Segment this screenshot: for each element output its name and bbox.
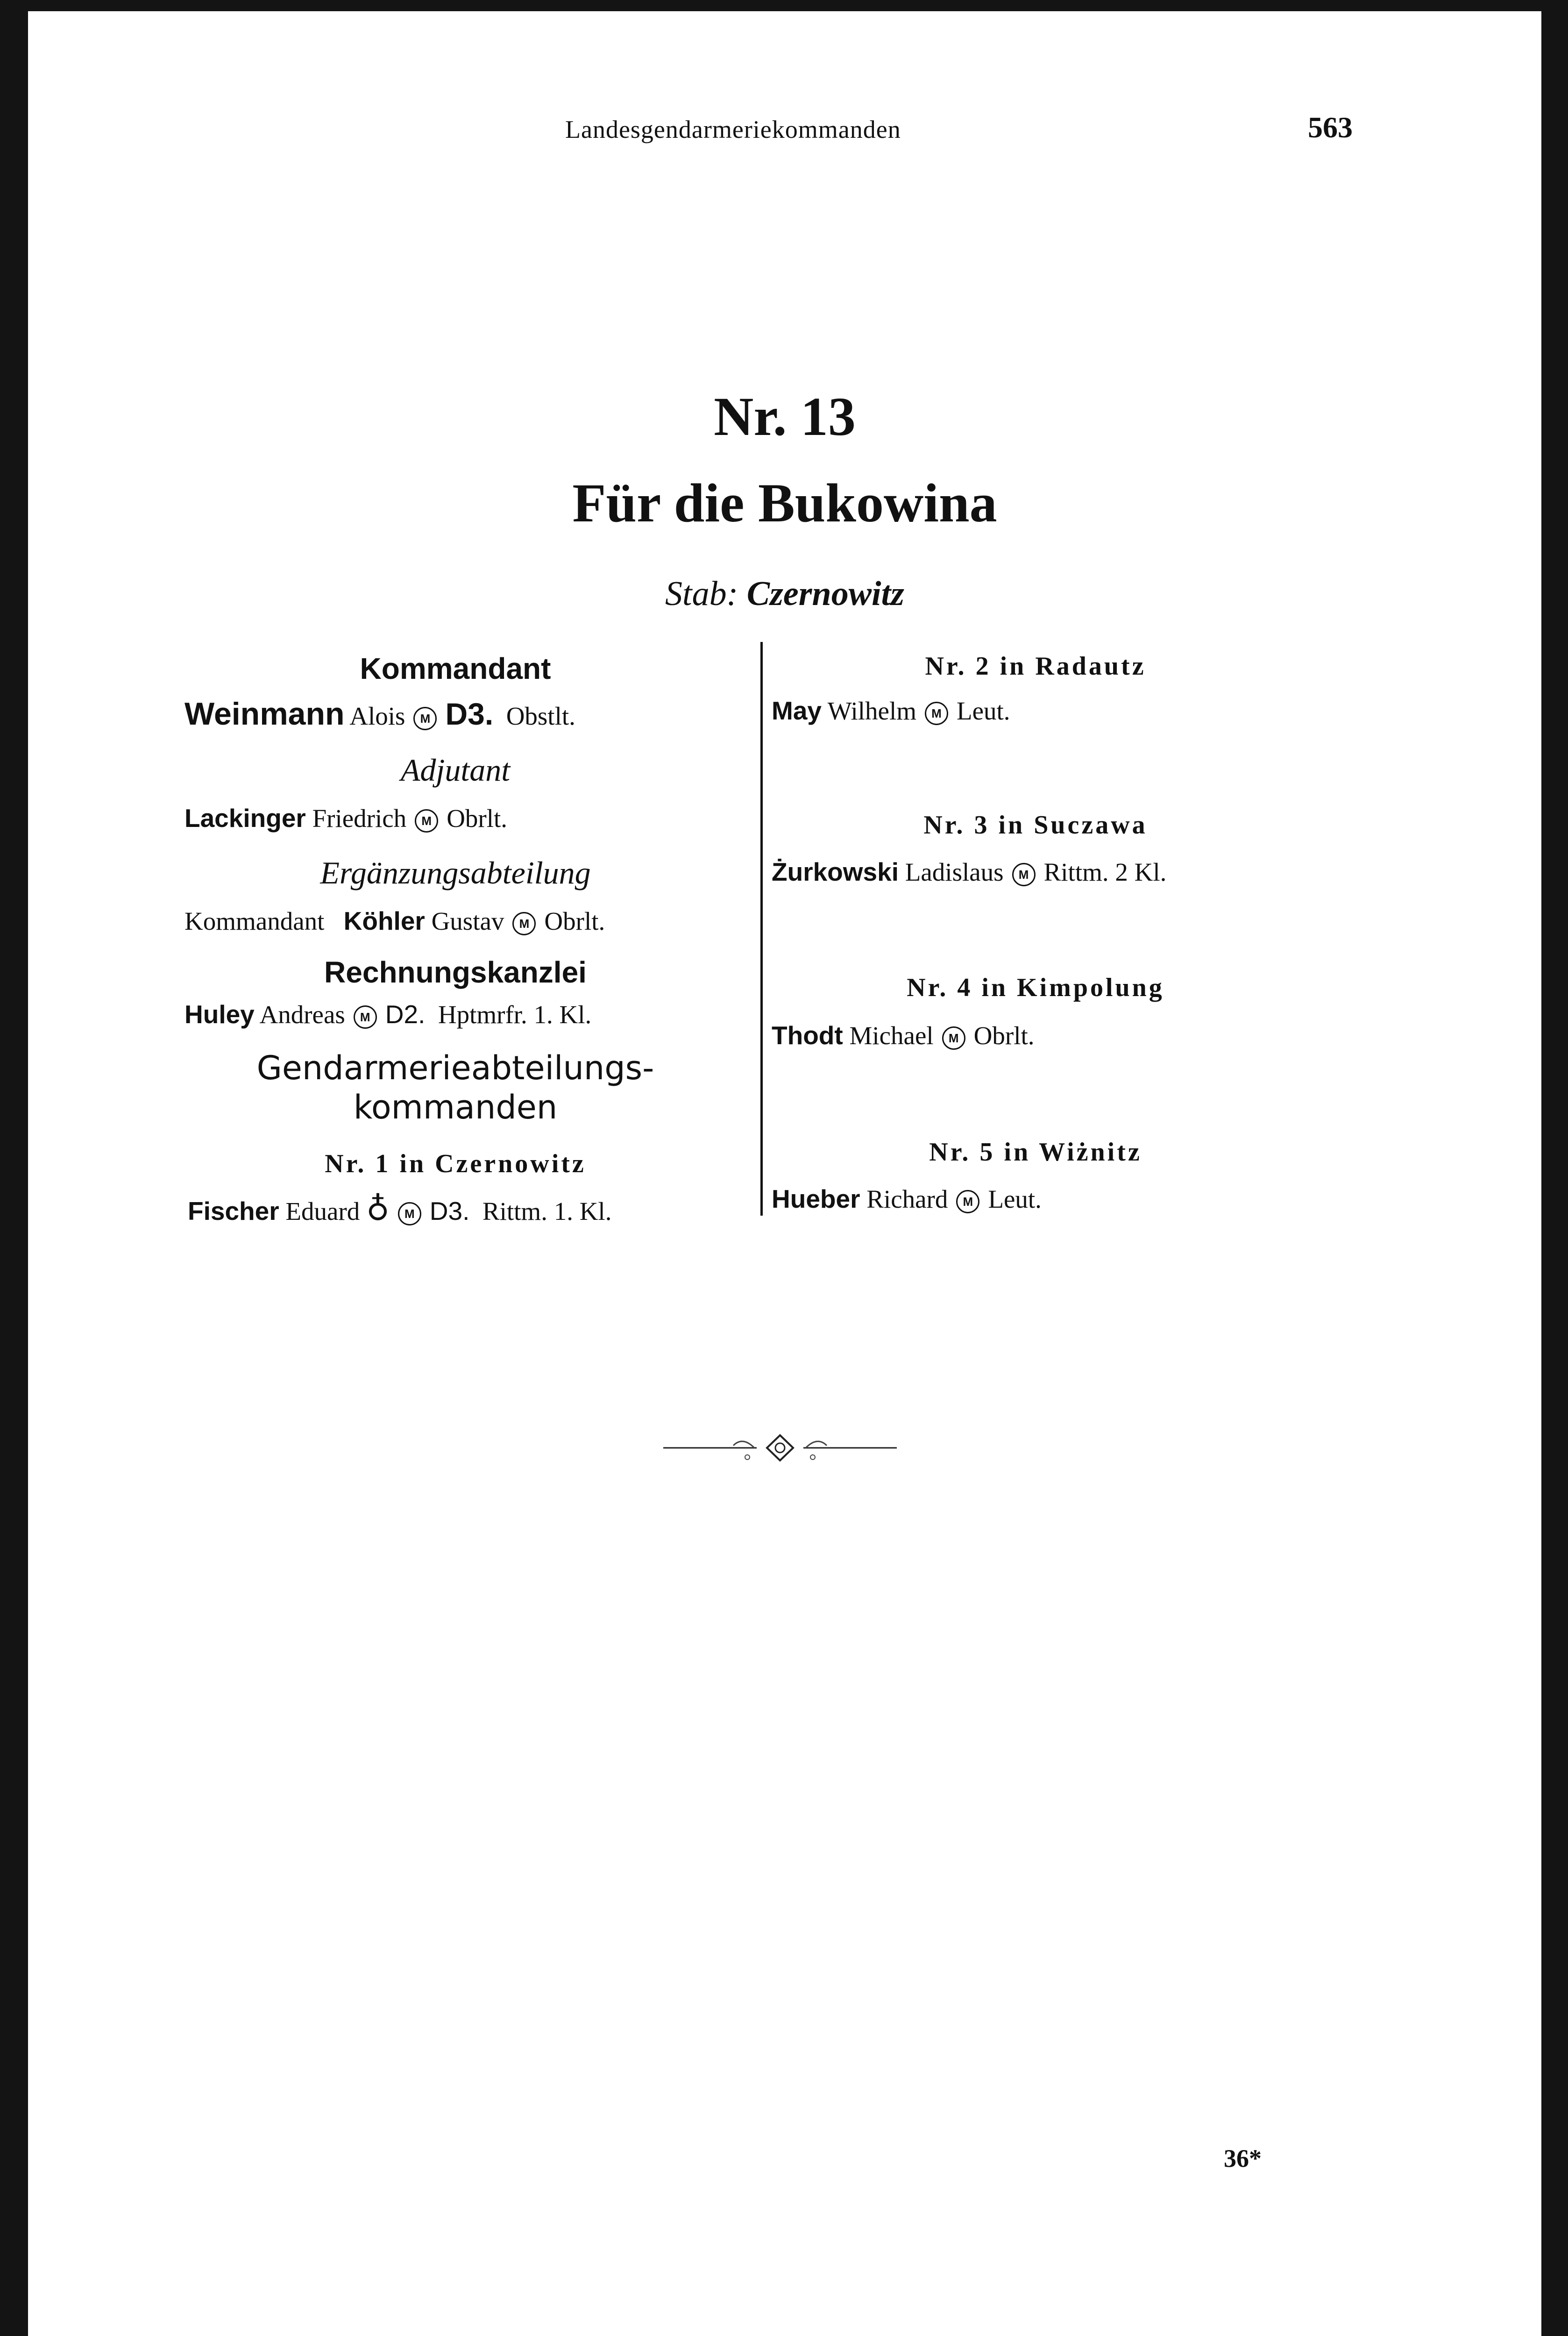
ornament-divider-icon [663, 1432, 897, 1464]
given-name: Friedrich [312, 804, 407, 833]
m-circle-icon: M [413, 707, 437, 730]
rank: Hptmrfr. 1. Kl. [438, 1000, 592, 1029]
m-circle-icon: M [415, 809, 438, 833]
role: Kommandant [184, 907, 325, 935]
adjutant-heading: Adjutant [400, 752, 511, 788]
nr5-entry [772, 1184, 1299, 1214]
kommandant-entry [184, 696, 806, 732]
nr3-heading: Nr. 3 in Suczawa [923, 811, 1148, 840]
rank: Obstlt. [506, 702, 575, 730]
decoration: D2. [385, 1000, 426, 1029]
rank: Obrlt. [447, 804, 508, 833]
stab-city: Czernowitz [746, 575, 904, 613]
given-name: Alois [349, 702, 405, 730]
surname: Fischer [188, 1196, 279, 1225]
kommandant-heading: Kommandant [360, 652, 551, 685]
m-circle-icon: M [398, 1202, 421, 1225]
surname: Żurkowski [772, 857, 899, 886]
nr2-entry [772, 696, 1299, 726]
signature-mark: 36* [1224, 2144, 1262, 2172]
nr5-heading: Nr. 5 in Wiżnitz [929, 1138, 1142, 1167]
given-name: Ladislaus [905, 858, 1004, 886]
page-number: 563 [1308, 111, 1353, 144]
decoration: D3. [445, 697, 494, 731]
rank: Obrlt. [544, 907, 605, 935]
surname: Köhler [343, 906, 425, 935]
nr1-entry [188, 1191, 809, 1228]
rank: Leut. [988, 1185, 1042, 1213]
rank: Leut. [957, 697, 1010, 725]
rank: Rittm. 1. Kl. [482, 1197, 612, 1225]
adjutant-entry [184, 803, 806, 833]
abteilungen-heading-line1: Gendarmerieabteilungs- [256, 1049, 654, 1087]
m-circle-icon: M [354, 1005, 377, 1029]
document-page [28, 11, 1541, 2336]
stab-label: Stab: [665, 575, 738, 613]
m-circle-icon: M [956, 1190, 979, 1213]
surname: Huley [184, 1000, 255, 1029]
given-name: Andreas [259, 1000, 345, 1029]
surname: Lackinger [184, 804, 306, 833]
nr4-entry [772, 1020, 1299, 1050]
nr2-heading: Nr. 2 in Radautz [925, 652, 1146, 681]
given-name: Eduard [285, 1197, 360, 1225]
rank: Rittm. 2 Kl. [1043, 858, 1167, 886]
surname: Thodt [772, 1021, 843, 1050]
surname: Hueber [772, 1184, 860, 1213]
m-circle-icon: M [925, 702, 948, 725]
decoration: D3. [429, 1196, 470, 1225]
running-title: Landesgendarmeriekommanden [565, 115, 901, 143]
rank: Obrlt. [973, 1021, 1035, 1050]
given-name: Michael [849, 1021, 934, 1050]
given-name: Gustav [431, 907, 504, 935]
ergaenzung-entry [184, 906, 806, 936]
given-name: Wilhelm [827, 697, 917, 725]
nr3-entry [772, 857, 1299, 887]
nr1-heading: Nr. 1 in Czernowitz [325, 1149, 586, 1178]
surname: May [772, 696, 822, 725]
order-symbol-icon: ♁ [366, 1191, 390, 1228]
section-number: Nr. 13 [714, 386, 856, 447]
stab-line [28, 574, 1541, 614]
given-name: Richard [866, 1185, 948, 1213]
ergaenzung-heading: Ergänzungsabteilung [320, 855, 591, 890]
abteilungen-heading-line2: kommanden [353, 1088, 558, 1126]
rechnung-entry [184, 999, 806, 1029]
m-circle-icon: M [1012, 863, 1036, 886]
abteilungen-heading [145, 1048, 766, 1127]
nr4-heading: Nr. 4 in Kimpolung [907, 973, 1164, 1002]
surname: Weinmann [184, 696, 345, 732]
rechnung-heading: Rechnungskanzlei [324, 955, 587, 989]
m-circle-icon: M [942, 1026, 965, 1050]
section-title: Für die Bukowina [572, 472, 997, 534]
m-circle-icon: M [512, 912, 536, 935]
